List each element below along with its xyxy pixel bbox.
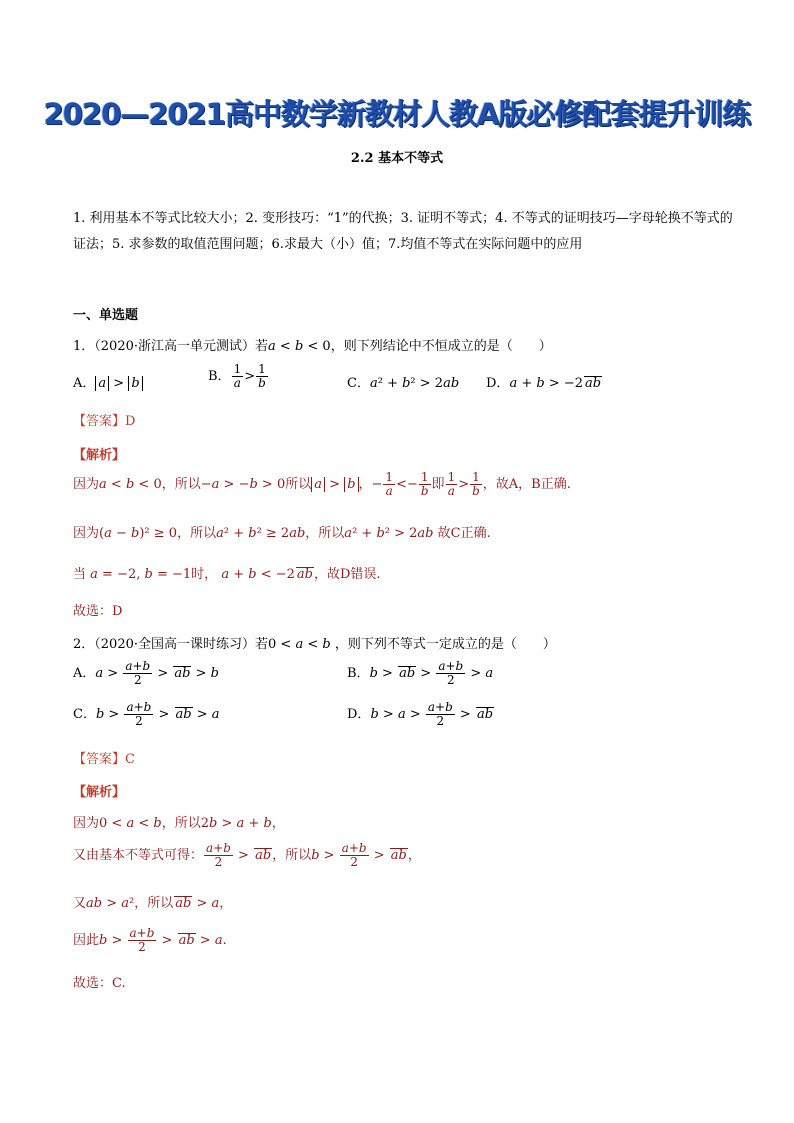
q2-option-c[interactable]: C．b > $\frac{a+b}{2}$ > ab > a	[73, 700, 220, 728]
q2-l2-b: ，所以	[272, 848, 312, 863]
q1-option-a[interactable]: A． a > b	[73, 372, 143, 391]
q2-l1-c: ，	[271, 816, 285, 831]
q1-option-d[interactable]: D．a + b > −2 ab	[486, 376, 602, 391]
page-title: 2020—2021高中数学新教材人教A版必修配套提升训练	[43, 97, 751, 131]
q1-stem-prefix: 1．（2020·浙江高一单元测试）若	[73, 339, 268, 354]
q1-l1-d: 即	[431, 477, 445, 492]
q2-analysis-line1: 因为0 < a < b，所以2b > a + b，	[73, 816, 285, 831]
q2-conclusion: 故选：C.	[73, 976, 126, 991]
q2-l4-b: .	[222, 933, 227, 948]
q2-stem-suffix: ，则下列不等式一定成立的是（ ）	[334, 637, 556, 652]
q2-l2-c: ，	[407, 848, 421, 863]
q1-l1-c: 所以	[285, 477, 312, 492]
q1-stem-suffix: ，则下列结论中不恒成立的是（ ）	[330, 339, 552, 354]
q1-conclusion: 故选：D	[73, 604, 123, 619]
q1-analysis-line3: 当 a = −2, b = −1时， a + b < −2 ab，故D错误.	[73, 567, 381, 582]
q1-option-b[interactable]: B． $\frac{1}{a}$ > $\frac{1}{b}$	[208, 362, 266, 390]
q2-l1-b: ，所以	[161, 816, 201, 831]
topics-paragraph: 1. 利用基本不等式比较大小；2. 变形技巧：“1”的代换；3. 证明不等式；4. 不等式的证明技巧—字母轮换不等式的证法；5. 求参数的取值范围问题；6.求最大（小）值；7.均值不等式在实际问题中的应用	[73, 211, 733, 252]
q1-l2-a: 因为	[73, 526, 100, 541]
q2-analysis-label: 【解析】	[73, 785, 126, 800]
q2-answer: 【答案】C	[73, 752, 135, 767]
q2-analysis-line3: 又ab > a²，所以 ab > a，	[73, 896, 233, 911]
q1-stem: 1．（2020·浙江高一单元测试）若a < b < 0，则下列结论中不恒成立的是（ ）	[73, 339, 552, 354]
section-heading: 一、单选题	[73, 308, 139, 323]
q1-l1-e: ，故A，B正确.	[482, 477, 571, 492]
q2-stem: 2．（2020·全国高一课时练习）若0 < a < b ，则下列不等式一定成立的是（ ）	[73, 637, 556, 652]
q1-l3-b: 时，	[191, 567, 218, 582]
q2-option-a[interactable]: A．a > $\frac{a+b}{2}$ > ab > b	[73, 659, 219, 687]
q1-analysis-line1: 因为a < b < 0，所以−a > −b > 0所以 a > b ，− $\frac{1}{a}$ <− $\frac{1}{b}$ 即 $\frac{1}{a}$ > $\frac{1}{b}$ ，故A，B正确.	[73, 470, 571, 498]
q2-l3-b: ，所以	[134, 896, 174, 911]
q2-option-d[interactable]: D．b > a > $\frac{a+b}{2}$ > ab	[347, 700, 494, 728]
q2-analysis-line2: 又由基本不等式可得： $\frac{a+b}{2}$ > ab，所以b > $\frac{a+b}{2}$ > ab，	[73, 841, 421, 869]
q2-stem-prefix: 2．（2020·全国高一课时练习）若	[73, 637, 268, 652]
q1-l1-b: ，所以	[161, 477, 201, 492]
q1-option-c[interactable]: C．a² + b² > 2ab	[347, 376, 460, 391]
q1-l2-c: ，所以	[305, 526, 345, 541]
q2-option-b[interactable]: B．b > ab > $\frac{a+b}{2}$ > a	[347, 659, 494, 687]
q2-analysis-line4: 因此b > $\frac{a+b}{2}$ > ab > a.	[73, 926, 227, 954]
q2-l3-a: 又	[73, 896, 87, 911]
q1-l2-b: ，所以	[177, 526, 217, 541]
q2-l3-c: ，	[219, 896, 233, 911]
q1-analysis-label: 【解析】	[73, 448, 126, 463]
q2-l2-a: 又由基本不等式可得：	[73, 848, 204, 863]
q1-answer: 【答案】D	[73, 414, 136, 429]
section-subtitle: 2.2 基本不等式	[350, 151, 444, 166]
q2-l1-a: 因为	[73, 816, 100, 831]
q1-l2-d: 故C正确.	[437, 526, 491, 541]
q1-l3-a: 当	[73, 567, 87, 582]
q1-l3-c: ，故D错误.	[314, 567, 381, 582]
q1-l1-a: 因为	[73, 477, 100, 492]
q1-analysis-line2: 因为(a − b)² ≥ 0，所以a² + b² ≥ 2ab，所以a² + b² > 2ab 故C正确.	[73, 526, 491, 541]
q2-l4-a: 因此	[73, 933, 100, 948]
